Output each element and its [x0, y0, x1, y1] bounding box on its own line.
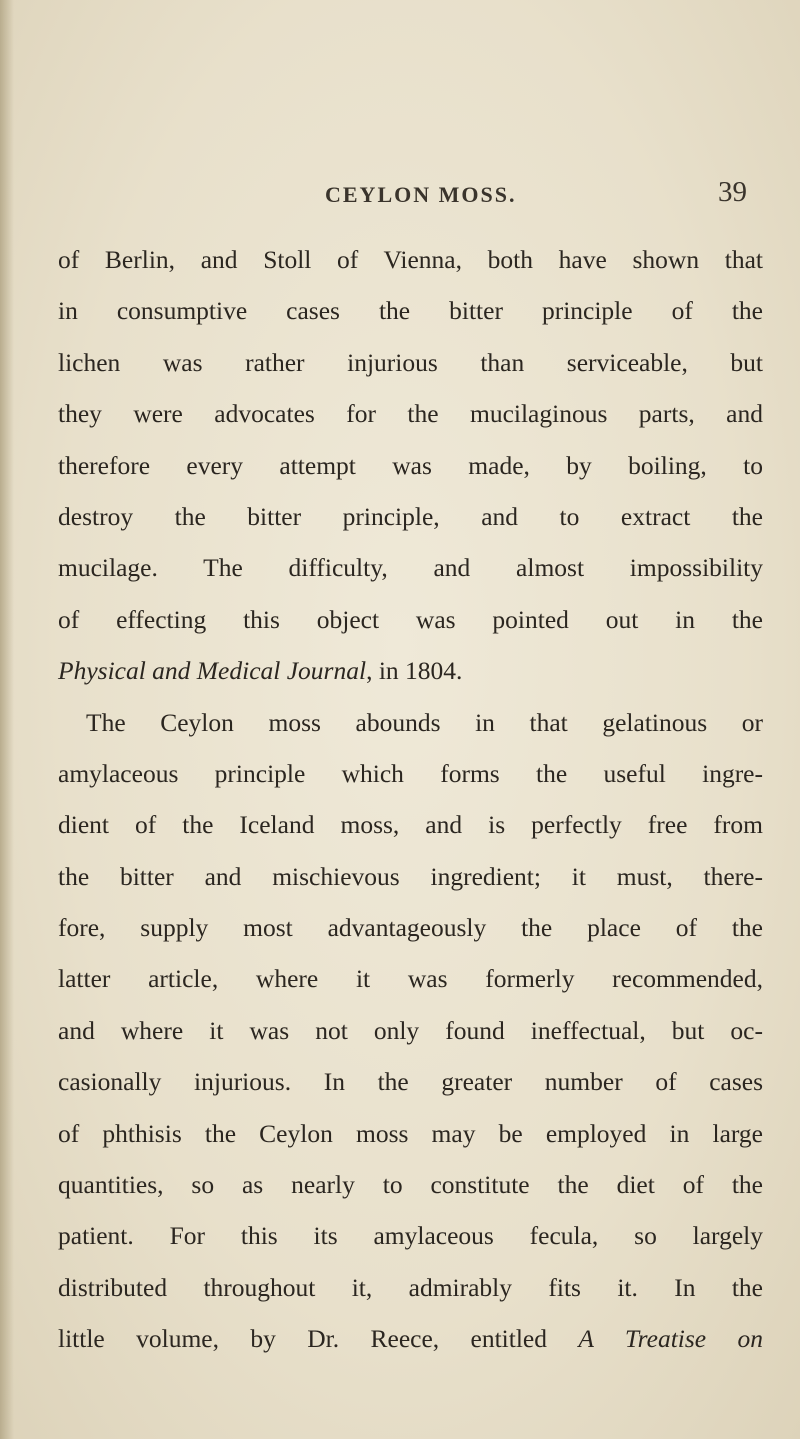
- text-line: they were advocates for the mucilaginous parts, and: [58, 399, 763, 429]
- text-line: amylaceous principle which forms the useful ingre-: [58, 758, 763, 788]
- treatise-title: A Treatise on: [578, 1324, 763, 1354]
- running-title: CEYLON MOSS.: [325, 182, 517, 207]
- text-line: mucilage. The difficulty, and almost impossibility: [58, 553, 763, 583]
- paragraph-start-line: The Ceylon moss abounds in that gelatinous or: [86, 707, 763, 737]
- text-line: therefore every attempt was made, by boiling, to: [58, 450, 763, 480]
- text-line: dient of the Iceland moss, and is perfectly free from: [58, 810, 763, 840]
- text-line: patient. For this its amylaceous fecula, so largely: [58, 1221, 763, 1251]
- text-line: quantities, so as nearly to constitute the diet of the: [58, 1170, 763, 1200]
- text-line: of phthisis the Ceylon moss may be employed in large: [58, 1118, 763, 1148]
- text-line: distributed throughout it, admirably fits it. In the: [58, 1272, 763, 1302]
- text-line: destroy the bitter principle, and to extract the: [58, 501, 763, 531]
- text-line: lichen was rather injurious than serviceable, but: [58, 347, 763, 377]
- text-line: the bitter and mischievous ingredient; it must, there-: [58, 861, 763, 891]
- text-line: and where it was not only found ineffectual, but oc-: [58, 1015, 763, 1045]
- text-line: of effecting this object was pointed out in the: [58, 604, 763, 634]
- page-number: 39: [718, 176, 747, 208]
- text-line: in consumptive cases the bitter principle of the: [58, 296, 763, 326]
- text-line: [58, 1313, 763, 1364]
- text-line: of Berlin, and Stoll of Vienna, both have shown that: [58, 245, 763, 274]
- running-head: [0, 176, 800, 216]
- journal-title: Physical and Medical Journal: [58, 656, 367, 686]
- text-fragment: little volume, by Dr. Reece, entitled: [58, 1324, 579, 1354]
- text-line: casionally injurious. In the greater number of cases: [58, 1067, 763, 1097]
- text-fragment: , in 1804.: [366, 656, 463, 686]
- text-line: fore, supply most advantageously the place of the: [58, 913, 763, 943]
- text-line: latter article, where it was formerly recommended,: [58, 964, 763, 994]
- body-text: [58, 234, 763, 1365]
- text-line: [58, 645, 763, 696]
